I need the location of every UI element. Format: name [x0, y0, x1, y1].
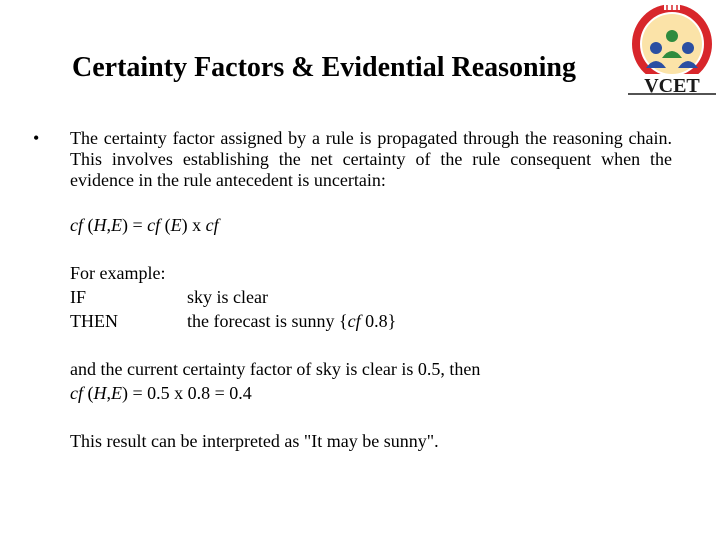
vcet-logo-icon: [620, 2, 720, 98]
formula-cf3: cf: [205, 215, 219, 235]
formula-e: E: [111, 215, 122, 235]
rule-if-row: [70, 285, 570, 309]
calc-e: E: [111, 383, 122, 403]
formula-e2: E: [170, 215, 182, 235]
formula-open2: (: [160, 215, 171, 235]
formula-tail: ) x: [181, 215, 206, 235]
formula-h: H: [93, 215, 107, 235]
rule-then-text: [187, 309, 396, 333]
logo-text: VCET: [644, 75, 700, 97]
formula-open: (: [83, 215, 94, 235]
calculation: [70, 381, 252, 405]
formula-cf1: cf: [70, 215, 83, 235]
calc-rest: ) = 0.5 x 0.8 = 0.4: [122, 383, 252, 403]
rule-then-pre: the forecast is sunny {: [187, 311, 348, 331]
interpretation-text: This result can be interpreted as "It may be sunny".: [70, 431, 439, 451]
rule-if-keyword: IF: [70, 287, 87, 307]
calc-h: H: [93, 383, 107, 403]
rule-then-row: [70, 309, 570, 333]
rule-then-cf: cf: [347, 311, 361, 331]
formula-cf2: cf: [147, 215, 161, 235]
current-text: and the current certainty factor of sky is clear is 0.5, then: [70, 359, 481, 379]
example-label: For example:: [70, 263, 166, 283]
rule-if-text: sky is clear: [187, 287, 268, 307]
bullet-marker: •: [33, 128, 40, 148]
formula-comma: ,: [106, 215, 111, 235]
bullet-text: The certainty factor assigned by a rule is propagated through the reasoning chain. This involves establishing the net certainty of the rule consequent when the evidence in the rule antecedent is uncertain:: [70, 128, 672, 190]
formula: [70, 213, 219, 237]
slide-title: Certainty Factors & Evidential Reasoning: [72, 52, 576, 83]
formula-mid: ) =: [122, 215, 148, 235]
calc-cf: cf: [70, 383, 83, 403]
rule-then-post: 0.8}: [360, 311, 397, 331]
calc-comma: ,: [106, 383, 111, 403]
rule-then-keyword: THEN: [70, 311, 118, 331]
calc-open: (: [83, 383, 94, 403]
